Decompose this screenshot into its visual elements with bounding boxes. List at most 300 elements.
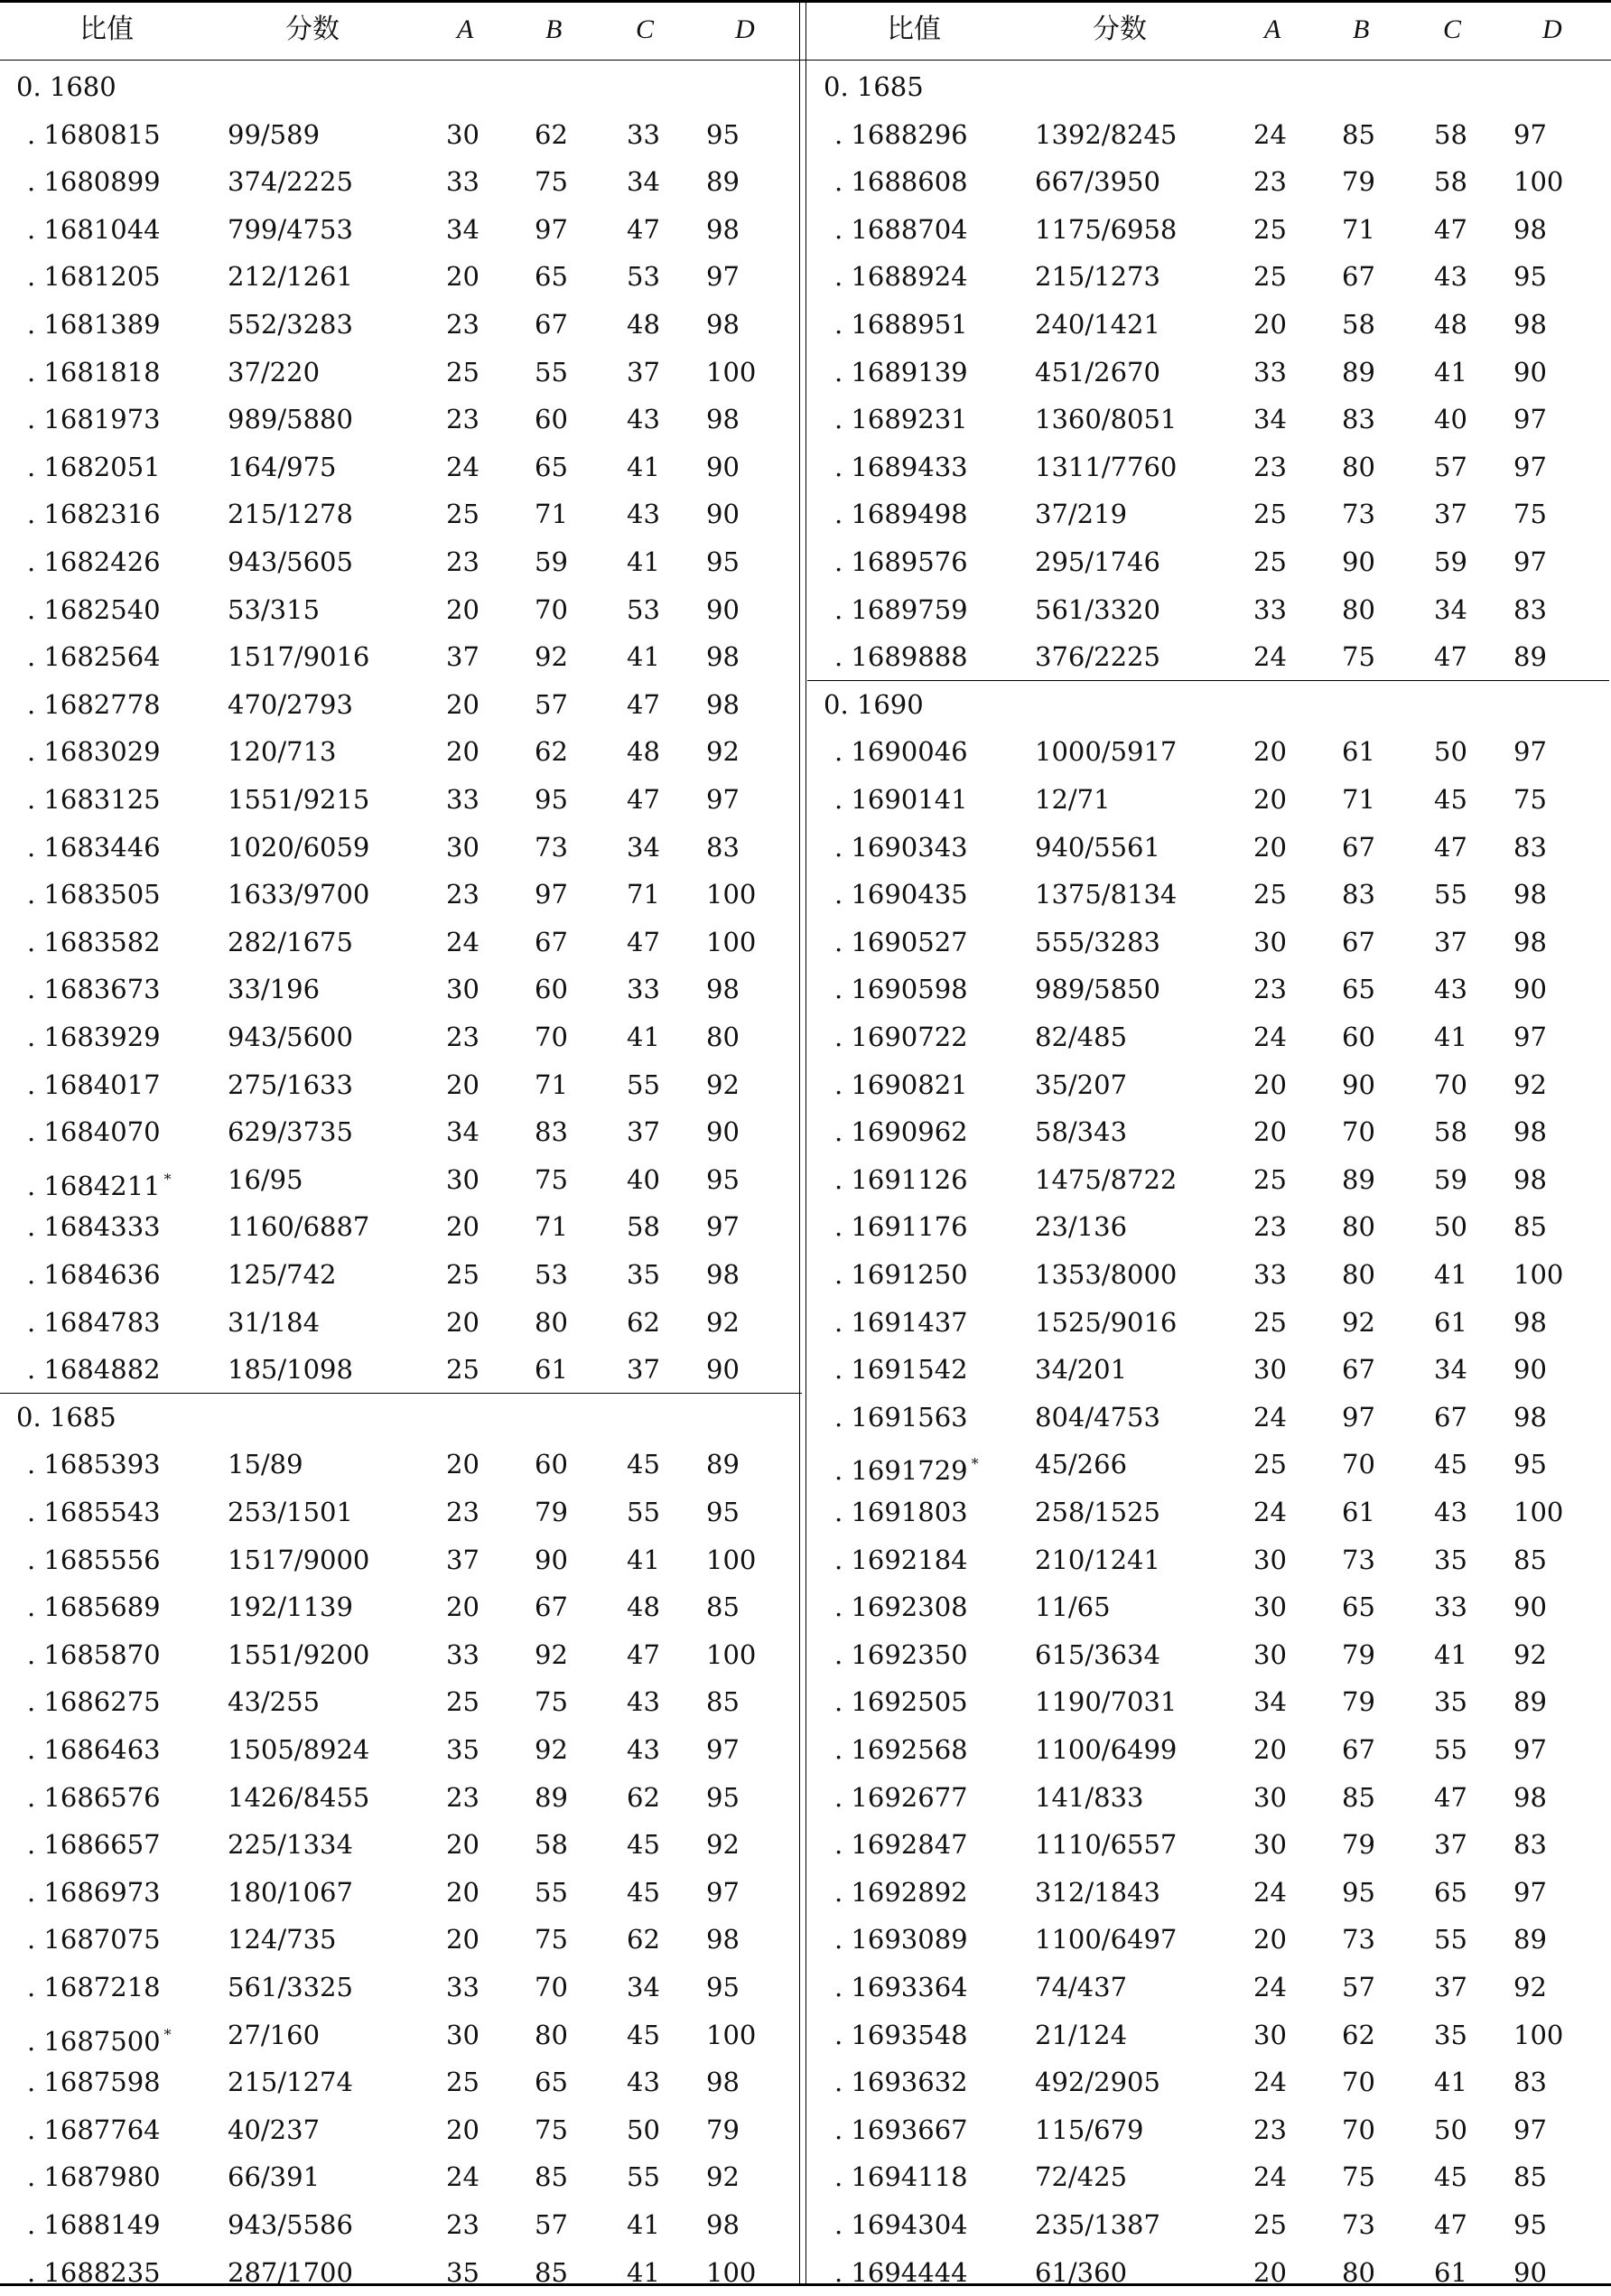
table-row bbox=[807, 966, 1609, 1013]
ratio-cell: . 1689231 bbox=[834, 404, 968, 435]
table-row bbox=[0, 253, 802, 300]
table-row bbox=[0, 301, 802, 348]
a-cell: 20 bbox=[446, 261, 480, 293]
ratio-cell: . 1686576 bbox=[27, 1781, 161, 1813]
a-cell: 30 bbox=[1253, 1591, 1287, 1623]
group-label: 0. 1690 bbox=[824, 688, 924, 720]
a-cell: 30 bbox=[1253, 2019, 1287, 2050]
c-cell: 47 bbox=[627, 688, 660, 720]
ratio-cell: . 1693667 bbox=[834, 2114, 968, 2145]
table-row bbox=[807, 1916, 1609, 1963]
ratio-cell: . 1691563 bbox=[834, 1401, 968, 1433]
a-cell: 25 bbox=[1253, 546, 1287, 577]
table-row bbox=[0, 349, 802, 396]
c-cell: 37 bbox=[1434, 926, 1467, 957]
d-cell: 97 bbox=[1513, 404, 1547, 435]
fraction-cell: 374/2225 bbox=[228, 166, 353, 198]
header-a: A bbox=[457, 14, 474, 44]
c-cell: 34 bbox=[627, 1972, 660, 2002]
d-cell: 98 bbox=[1513, 213, 1547, 245]
d-cell: 95 bbox=[1513, 2209, 1547, 2240]
c-cell: 41 bbox=[1434, 1022, 1467, 1052]
c-cell: 41 bbox=[627, 2209, 660, 2240]
table-row bbox=[807, 443, 1609, 490]
group-label: 0. 1685 bbox=[824, 71, 924, 102]
b-cell: 85 bbox=[1342, 118, 1375, 150]
table-row bbox=[807, 586, 1609, 633]
table-row bbox=[0, 824, 802, 871]
ratio-cell: . 1688924 bbox=[834, 261, 968, 293]
fraction-cell: 225/1334 bbox=[228, 1829, 353, 1861]
ratio-cell: . 1689433 bbox=[834, 451, 968, 482]
ratio-cell: . 1691126 bbox=[834, 1163, 968, 1195]
fraction-cell: 12/71 bbox=[1035, 784, 1111, 815]
ratio-cell: . 1692677 bbox=[834, 1781, 968, 1813]
d-cell: 80 bbox=[706, 1022, 740, 1052]
ratio-cell: . 1692184 bbox=[834, 1544, 968, 1575]
a-cell: 24 bbox=[1253, 2067, 1287, 2098]
table-row bbox=[0, 1726, 802, 1773]
b-cell: 70 bbox=[1342, 1116, 1375, 1148]
ratio-cell: . 1680899 bbox=[27, 166, 161, 198]
a-cell: 24 bbox=[446, 2161, 480, 2193]
b-cell: 85 bbox=[1342, 1781, 1375, 1813]
d-cell: 97 bbox=[706, 1211, 740, 1243]
ratio-cell: . 1692350 bbox=[834, 1638, 968, 1670]
d-cell: 85 bbox=[706, 1591, 740, 1623]
d-cell: 89 bbox=[1513, 641, 1547, 673]
c-cell: 47 bbox=[1434, 213, 1467, 245]
ratio-cell: . 1691542 bbox=[834, 1354, 968, 1386]
a-cell: 23 bbox=[446, 546, 480, 577]
c-cell: 70 bbox=[1434, 1069, 1467, 1100]
fraction-cell: 27/160 bbox=[228, 2019, 321, 2050]
a-cell: 25 bbox=[1253, 1449, 1287, 1480]
a-cell: 25 bbox=[446, 1354, 480, 1386]
c-cell: 34 bbox=[627, 831, 660, 863]
table-row bbox=[807, 728, 1609, 775]
fraction-cell: 192/1139 bbox=[228, 1591, 353, 1623]
fraction-cell: 21/124 bbox=[1035, 2019, 1128, 2050]
d-cell: 97 bbox=[1513, 546, 1547, 577]
fraction-cell: 31/184 bbox=[228, 1306, 321, 1338]
a-cell: 33 bbox=[1253, 1259, 1287, 1290]
c-cell: 57 bbox=[1434, 451, 1467, 482]
table-row bbox=[807, 1441, 1609, 1488]
c-cell: 53 bbox=[627, 261, 660, 293]
a-cell: 20 bbox=[446, 736, 480, 768]
b-cell: 79 bbox=[1342, 166, 1375, 198]
fraction-cell: 629/3735 bbox=[228, 1116, 353, 1148]
table-row bbox=[807, 1394, 1609, 1441]
d-cell: 92 bbox=[706, 1306, 740, 1338]
b-cell: 57 bbox=[535, 688, 568, 720]
fraction-cell: 1000/5917 bbox=[1035, 736, 1178, 768]
b-cell: 70 bbox=[1342, 2114, 1375, 2145]
table-row bbox=[0, 681, 802, 728]
ratio-cell: . 1692308 bbox=[834, 1591, 968, 1623]
ratio-cell: . 1683029 bbox=[27, 736, 161, 768]
table-row bbox=[807, 1299, 1609, 1346]
b-cell: 67 bbox=[1342, 1734, 1375, 1765]
fraction-cell: 561/3320 bbox=[1035, 593, 1160, 625]
b-cell: 67 bbox=[1342, 831, 1375, 863]
d-cell: 100 bbox=[1513, 2019, 1564, 2050]
d-cell: 90 bbox=[1513, 1591, 1547, 1623]
c-cell: 45 bbox=[627, 1829, 660, 1861]
b-cell: 83 bbox=[1342, 879, 1375, 910]
b-cell: 85 bbox=[535, 2161, 568, 2193]
ratio-cell: . 1688608 bbox=[834, 166, 968, 198]
a-cell: 24 bbox=[1253, 641, 1287, 673]
fraction-cell: 561/3325 bbox=[228, 1972, 353, 2002]
b-cell: 60 bbox=[535, 1449, 568, 1480]
ratio-cell: . 1689498 bbox=[834, 499, 968, 530]
fraction-cell: 1426/8455 bbox=[228, 1781, 370, 1813]
b-cell: 67 bbox=[1342, 261, 1375, 293]
b-cell: 75 bbox=[535, 1163, 568, 1195]
c-cell: 43 bbox=[627, 404, 660, 435]
table-row bbox=[0, 1203, 802, 1250]
table-row bbox=[0, 1536, 802, 1583]
fraction-cell: 1311/7760 bbox=[1035, 451, 1178, 482]
table-row bbox=[807, 538, 1609, 585]
ratio-cell: . 1683446 bbox=[27, 831, 161, 863]
b-cell: 65 bbox=[535, 261, 568, 293]
b-cell: 67 bbox=[1342, 926, 1375, 957]
ratio-cell: . 1684882 bbox=[27, 1354, 161, 1386]
ratio-cell: . 1691176 bbox=[834, 1211, 968, 1243]
b-cell: 75 bbox=[535, 2114, 568, 2145]
table-row bbox=[807, 1251, 1609, 1298]
b-cell: 90 bbox=[1342, 546, 1375, 577]
b-cell: 80 bbox=[535, 1306, 568, 1338]
d-cell: 83 bbox=[1513, 593, 1547, 625]
fraction-cell: 124/735 bbox=[228, 1924, 337, 1955]
table-row bbox=[807, 158, 1609, 205]
table-row bbox=[0, 2011, 802, 2058]
ratio-cell: . 1690962 bbox=[834, 1116, 968, 1148]
a-cell: 30 bbox=[1253, 926, 1287, 957]
ratio-cell: . 1685870 bbox=[27, 1638, 161, 1670]
ratio-cell: . 1690046 bbox=[834, 736, 968, 768]
c-cell: 41 bbox=[627, 1544, 660, 1575]
c-cell: 41 bbox=[1434, 2067, 1467, 2098]
d-cell: 92 bbox=[706, 2161, 740, 2193]
b-cell: 75 bbox=[535, 1686, 568, 1718]
d-cell: 98 bbox=[1513, 1163, 1547, 1195]
d-cell: 90 bbox=[1513, 974, 1547, 1005]
d-cell: 75 bbox=[1513, 784, 1547, 815]
b-cell: 59 bbox=[535, 546, 568, 577]
b-cell: 75 bbox=[535, 1924, 568, 1955]
a-cell: 34 bbox=[446, 1116, 480, 1148]
c-cell: 65 bbox=[1434, 1876, 1467, 1908]
ratio-cell: . 1682426 bbox=[27, 546, 161, 577]
d-cell: 95 bbox=[706, 118, 740, 150]
table-row bbox=[0, 633, 802, 680]
b-cell: 97 bbox=[1342, 1401, 1375, 1433]
table-row bbox=[807, 1203, 1609, 1250]
ratio-cell: . 1683505 bbox=[27, 879, 161, 910]
d-cell: 98 bbox=[706, 213, 740, 245]
a-cell: 35 bbox=[446, 1734, 480, 1765]
c-cell: 55 bbox=[627, 1069, 660, 1100]
ratio-cell: . 1681044 bbox=[27, 213, 161, 245]
table-row bbox=[0, 1108, 802, 1155]
fraction-cell: 470/2793 bbox=[228, 688, 353, 720]
b-cell: 73 bbox=[1342, 499, 1375, 530]
d-cell: 98 bbox=[1513, 879, 1547, 910]
header-d: D bbox=[735, 14, 755, 44]
c-cell: 47 bbox=[627, 213, 660, 245]
table-row bbox=[807, 1631, 1609, 1678]
header-fraction: 分数 bbox=[285, 14, 340, 45]
table-row bbox=[807, 824, 1609, 871]
d-cell: 85 bbox=[1513, 2161, 1547, 2193]
a-cell: 20 bbox=[1253, 1069, 1287, 1100]
b-cell: 57 bbox=[1342, 1972, 1375, 2002]
c-cell: 41 bbox=[1434, 1259, 1467, 1290]
d-cell: 98 bbox=[1513, 309, 1547, 340]
ratio-cell: . 1684070 bbox=[27, 1116, 161, 1148]
ratio-cell: . 1690141 bbox=[834, 784, 968, 815]
a-cell: 20 bbox=[446, 1306, 480, 1338]
b-cell: 65 bbox=[535, 2067, 568, 2098]
c-cell: 45 bbox=[627, 1449, 660, 1480]
c-cell: 43 bbox=[627, 499, 660, 530]
a-cell: 25 bbox=[1253, 2209, 1287, 2240]
d-cell: 83 bbox=[1513, 831, 1547, 863]
d-cell: 89 bbox=[706, 166, 740, 198]
c-cell: 50 bbox=[1434, 1211, 1467, 1243]
c-cell: 55 bbox=[1434, 1924, 1467, 1955]
d-cell: 100 bbox=[1513, 166, 1564, 198]
table-row bbox=[0, 443, 802, 490]
ratio-cell: . 1688704 bbox=[834, 213, 968, 245]
fraction-cell: 1100/6499 bbox=[1035, 1734, 1178, 1765]
header-fraction: 分数 bbox=[1093, 14, 1147, 45]
group-label-row bbox=[807, 63, 1609, 110]
ratio-cell: . 1690722 bbox=[834, 1022, 968, 1052]
b-cell: 80 bbox=[1342, 1211, 1375, 1243]
c-cell: 47 bbox=[627, 926, 660, 957]
table-row bbox=[0, 1251, 802, 1298]
fraction-cell: 492/2905 bbox=[1035, 2067, 1160, 2098]
c-cell: 41 bbox=[627, 1022, 660, 1052]
header-ratio: 比值 bbox=[79, 14, 134, 45]
c-cell: 58 bbox=[627, 1211, 660, 1243]
table-row bbox=[807, 2058, 1609, 2105]
b-cell: 62 bbox=[535, 118, 568, 150]
ratio-cell: . 1688149 bbox=[27, 2209, 161, 2240]
a-cell: 25 bbox=[1253, 499, 1287, 530]
a-cell: 25 bbox=[446, 356, 480, 387]
fraction-cell: 287/1700 bbox=[228, 2256, 353, 2288]
c-cell: 35 bbox=[1434, 2019, 1467, 2050]
ratio-cell: . 1686275 bbox=[27, 1686, 161, 1718]
d-cell: 85 bbox=[1513, 1211, 1547, 1243]
c-cell: 58 bbox=[1434, 1116, 1467, 1148]
fraction-cell: 1505/8924 bbox=[228, 1734, 370, 1765]
a-cell: 20 bbox=[446, 2114, 480, 2145]
group-label-row bbox=[0, 63, 802, 110]
a-cell: 25 bbox=[446, 1259, 480, 1290]
d-cell: 97 bbox=[1513, 1734, 1547, 1765]
ratio-cell: . 1693548 bbox=[834, 2019, 968, 2050]
table-row bbox=[807, 776, 1609, 823]
a-cell: 33 bbox=[446, 1638, 480, 1670]
c-cell: 43 bbox=[1434, 261, 1467, 293]
a-cell: 30 bbox=[1253, 1829, 1287, 1861]
d-cell: 90 bbox=[706, 1116, 740, 1148]
ratio-cell: . 1682540 bbox=[27, 593, 161, 625]
a-cell: 30 bbox=[446, 1163, 480, 1195]
ratio-cell: . 1691803 bbox=[834, 1497, 968, 1527]
a-cell: 23 bbox=[1253, 974, 1287, 1005]
table-row bbox=[0, 1821, 802, 1868]
fraction-cell: 799/4753 bbox=[228, 213, 353, 245]
ratio-cell: . 1692505 bbox=[834, 1686, 968, 1718]
c-cell: 37 bbox=[1434, 1972, 1467, 2002]
d-cell: 95 bbox=[706, 546, 740, 577]
ratio-cell: . 1692892 bbox=[834, 1876, 968, 1908]
table-row bbox=[0, 2249, 802, 2296]
table-row bbox=[807, 396, 1609, 443]
a-cell: 30 bbox=[1253, 1781, 1287, 1813]
fraction-cell: 58/343 bbox=[1035, 1116, 1128, 1148]
c-cell: 48 bbox=[1434, 309, 1467, 340]
fraction-cell: 282/1675 bbox=[228, 926, 353, 957]
c-cell: 35 bbox=[1434, 1544, 1467, 1575]
ratio-cell: . 1684333 bbox=[27, 1211, 161, 1243]
b-cell: 60 bbox=[1342, 1022, 1375, 1052]
ratio-cell: . 1690598 bbox=[834, 974, 968, 1005]
a-cell: 24 bbox=[1253, 1022, 1287, 1052]
c-cell: 47 bbox=[1434, 831, 1467, 863]
b-cell: 79 bbox=[1342, 1638, 1375, 1670]
c-cell: 34 bbox=[1434, 1354, 1467, 1386]
ratio-cell: . 1681973 bbox=[27, 404, 161, 435]
group-label: 0. 1680 bbox=[16, 71, 116, 102]
fraction-cell: 1160/6887 bbox=[228, 1211, 370, 1243]
b-cell: 67 bbox=[535, 309, 568, 340]
table-row bbox=[807, 349, 1609, 396]
table-row bbox=[807, 2106, 1609, 2153]
fraction-cell: 1190/7031 bbox=[1035, 1686, 1178, 1718]
d-cell: 89 bbox=[1513, 1924, 1547, 1955]
a-cell: 24 bbox=[446, 451, 480, 482]
ratio-cell: . 1681818 bbox=[27, 356, 161, 387]
ratio-cell: . 1684636 bbox=[27, 1259, 161, 1290]
fraction-cell: 34/201 bbox=[1035, 1354, 1128, 1386]
fraction-cell: 1475/8722 bbox=[1035, 1163, 1178, 1195]
table-row bbox=[807, 1156, 1609, 1203]
table-row bbox=[807, 2249, 1609, 2296]
d-cell: 89 bbox=[706, 1449, 740, 1480]
table-row bbox=[807, 2153, 1609, 2200]
fraction-cell: 1525/9016 bbox=[1035, 1306, 1178, 1338]
b-cell: 89 bbox=[535, 1781, 568, 1813]
a-cell: 30 bbox=[1253, 1544, 1287, 1575]
fraction-cell: 11/65 bbox=[1035, 1591, 1111, 1623]
d-cell: 90 bbox=[1513, 2256, 1547, 2288]
c-cell: 47 bbox=[627, 784, 660, 815]
fraction-cell: 555/3283 bbox=[1035, 926, 1160, 957]
c-cell: 48 bbox=[627, 736, 660, 768]
d-cell: 83 bbox=[1513, 1829, 1547, 1861]
a-cell: 20 bbox=[1253, 1734, 1287, 1765]
d-cell: 90 bbox=[706, 1354, 740, 1386]
table-row bbox=[807, 1583, 1609, 1630]
a-cell: 30 bbox=[446, 118, 480, 150]
c-cell: 50 bbox=[1434, 2114, 1467, 2145]
ratio-cell: . 1683582 bbox=[27, 926, 161, 957]
c-cell: 47 bbox=[1434, 1781, 1467, 1813]
d-cell: 100 bbox=[706, 926, 757, 957]
b-cell: 65 bbox=[535, 451, 568, 482]
b-cell: 70 bbox=[1342, 1449, 1375, 1480]
c-cell: 43 bbox=[1434, 974, 1467, 1005]
table-row bbox=[0, 1631, 802, 1678]
group-label-row bbox=[0, 1394, 802, 1441]
c-cell: 45 bbox=[627, 2019, 660, 2050]
fraction-cell: 61/360 bbox=[1035, 2256, 1128, 2288]
fraction-cell: 215/1274 bbox=[228, 2067, 353, 2098]
fraction-cell: 35/207 bbox=[1035, 1069, 1128, 1100]
d-cell: 92 bbox=[1513, 1638, 1547, 1670]
c-cell: 59 bbox=[1434, 546, 1467, 577]
ratio-cell: . 1682778 bbox=[27, 688, 161, 720]
c-cell: 62 bbox=[627, 1781, 660, 1813]
b-cell: 80 bbox=[1342, 1259, 1375, 1290]
c-cell: 33 bbox=[627, 974, 660, 1005]
fraction-cell: 37/219 bbox=[1035, 499, 1128, 530]
a-cell: 35 bbox=[446, 2256, 480, 2288]
c-cell: 50 bbox=[627, 2114, 660, 2145]
table-row bbox=[807, 1108, 1609, 1155]
a-cell: 24 bbox=[1253, 1401, 1287, 1433]
fraction-cell: 120/713 bbox=[228, 736, 337, 768]
a-cell: 30 bbox=[1253, 1354, 1287, 1386]
c-cell: 62 bbox=[627, 1306, 660, 1338]
header-d: D bbox=[1542, 14, 1562, 44]
fraction-cell: 989/5880 bbox=[228, 404, 353, 435]
d-cell: 98 bbox=[706, 2209, 740, 2240]
a-cell: 25 bbox=[446, 2067, 480, 2098]
c-cell: 41 bbox=[627, 451, 660, 482]
d-cell: 97 bbox=[706, 1876, 740, 1908]
b-cell: 71 bbox=[1342, 213, 1375, 245]
fraction-cell: 74/437 bbox=[1035, 1972, 1128, 2002]
a-cell: 23 bbox=[446, 1022, 480, 1052]
table-row bbox=[807, 206, 1609, 253]
ratio-cell: . 1690527 bbox=[834, 926, 968, 957]
table-row bbox=[807, 301, 1609, 348]
fraction-cell: 125/742 bbox=[228, 1259, 337, 1290]
c-cell: 43 bbox=[1434, 1497, 1467, 1527]
a-cell: 33 bbox=[1253, 593, 1287, 625]
d-cell: 95 bbox=[706, 1163, 740, 1195]
table-row bbox=[0, 1916, 802, 1963]
c-cell: 37 bbox=[627, 356, 660, 387]
table-row bbox=[807, 919, 1609, 966]
d-cell: 92 bbox=[1513, 1972, 1547, 2002]
b-cell: 65 bbox=[1342, 974, 1375, 1005]
ratio-cell: . 1693364 bbox=[834, 1972, 968, 2002]
a-cell: 20 bbox=[446, 1449, 480, 1480]
ratio-cell: . 1693632 bbox=[834, 2067, 968, 2098]
